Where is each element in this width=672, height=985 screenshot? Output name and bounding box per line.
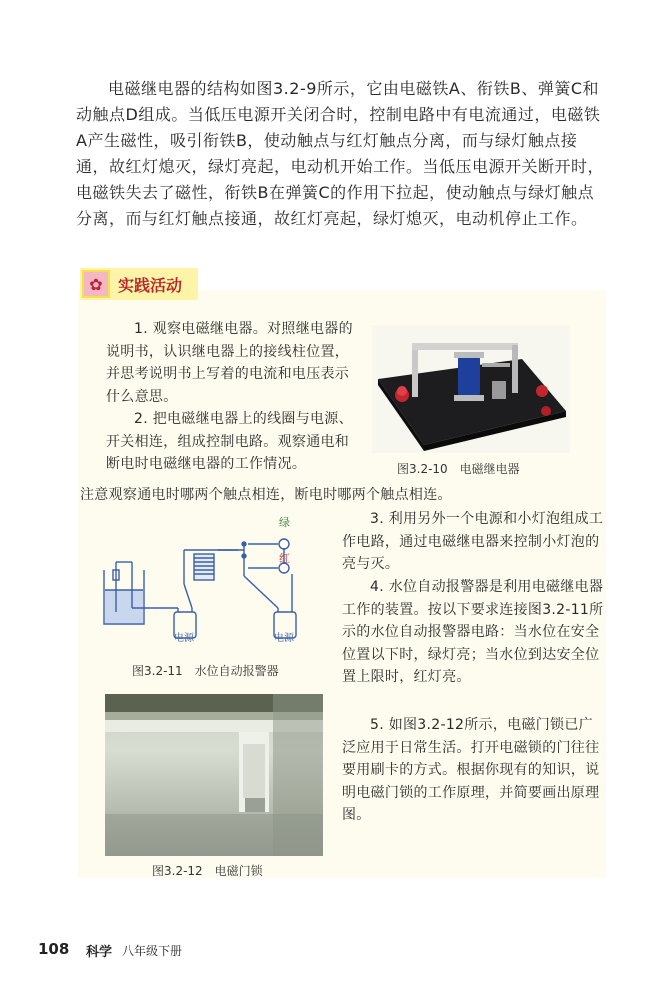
activity-item-5: 5. 如图3.2-12所示，电磁门锁已广泛应用于日常生活。打开电磁锁的门往往要用刷卡的方式。根据你现有的知识，说明电磁门锁的工作原理，并简要画出原理图。 <box>342 717 600 823</box>
figure-12-caption: 图3.2-12 电磁门锁 <box>152 864 263 878</box>
water-alarm-diagram <box>98 512 310 652</box>
activity-item-1: 1. 观察电磁继电器。对照继电器的说明书，认识继电器上的接线柱位置，并思考说明书上写着的电流和电压表示什么意思。 <box>106 321 353 405</box>
green-light-label: 绿 <box>279 516 290 529</box>
footer-grade: 八年级下册 <box>122 944 183 958</box>
activity-item-4: 4. 水位自动报警器是利用电磁继电器工作的装置。按以下要求连接图3.2-11所示的水位自动报警器电路：当水位在安全位置以下时，绿灯亮；当水位到达安全位置上限时，红灯亮。 <box>342 579 604 685</box>
activity-item-3: 3. 利用另外一个电源和小灯泡组成工作电路，通过电磁继电器来控制小灯泡的亮与灭。 <box>342 511 604 572</box>
footer-subject: 科学 <box>86 945 113 960</box>
figure-11-caption: 图3.2-11 水位自动报警器 <box>132 664 279 678</box>
activity-item-2: 2. 把电磁继电器上的线圈与电源、开关相连，组成控制电路。观察通电和断电时电磁继电器的工作情况。 <box>106 411 353 472</box>
activity-item-2-note: 注意观察通电时哪两个触点相连，断电时哪两个触点相连。 <box>80 487 452 503</box>
activity-title: 实践活动 <box>118 276 183 295</box>
relay-photo <box>372 325 570 453</box>
page-number: 108 <box>38 940 70 958</box>
power-source-left-label: 电源 <box>174 633 194 644</box>
red-light-label: 红 <box>279 552 290 565</box>
intro-paragraph: 电磁继电器的结构如图3.2-9所示，它由电磁铁A、衔铁B、弹簧C和动触点D组成。当低压电源开关闭合时，控制电路中有电流通过，电磁铁A产生磁性，吸引衔铁B，使动触点与红灯触点分离，而与绿灯触点接通，故红灯熄灭，绿灯亮起，电动机开始工作。当低压电源开关断开时，电磁铁失去了磁性，衔铁B在弹簧C的作用下拉起，使动触点与绿灯触点分离，而与红灯触点接通，故红灯亮起，绿灯熄灭，电动机停止工作。 <box>76 79 605 228</box>
flower-icon: ✿ <box>82 270 110 298</box>
figure-10-caption: 图3.2-10 电磁继电器 <box>397 462 520 476</box>
power-source-right-label: 电源 <box>274 633 294 644</box>
door-lock-photo <box>105 694 323 856</box>
